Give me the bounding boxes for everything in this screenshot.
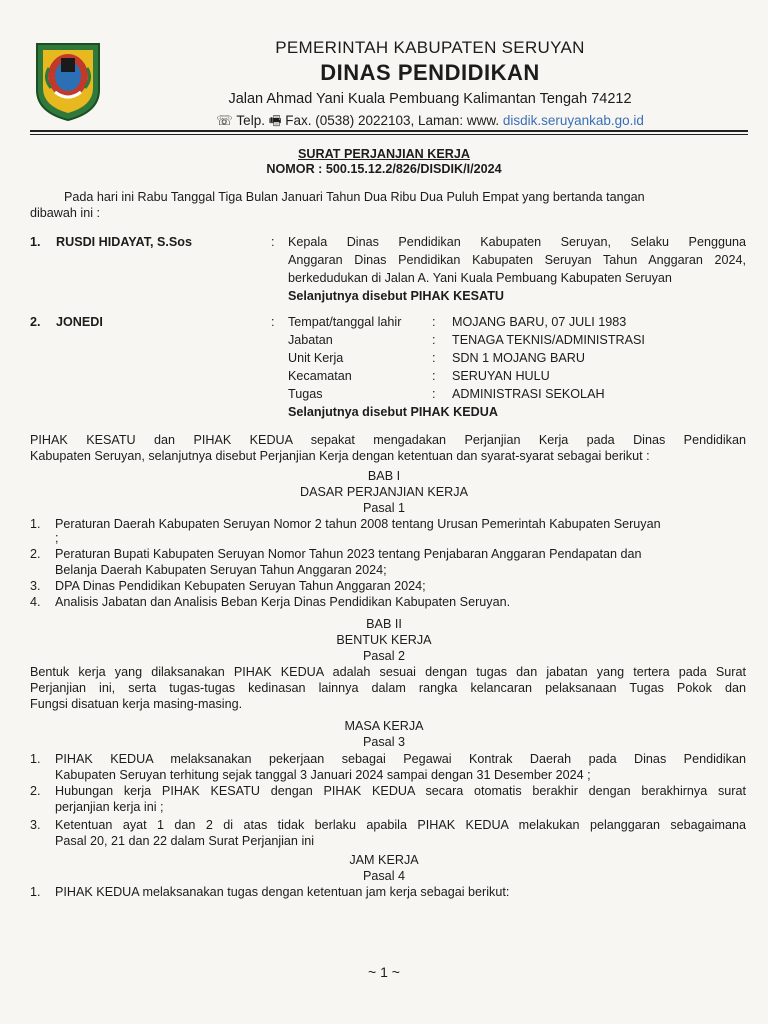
header-government: PEMERINTAH KABUPATEN SERUYAN: [275, 38, 585, 57]
list-item: perjanjian kerja ini ;: [55, 800, 164, 814]
contact-text: ☏ Telp. 🖷 Fax. (0538) 2022103, Laman: www.: [216, 113, 500, 128]
party2-name: JONEDI: [56, 315, 103, 329]
list-item: Analisis Jabatan dan Analisis Beban Kerja Dinas Pendidikan Kabupaten Seruyan.: [55, 595, 511, 609]
field-separator: :: [432, 351, 436, 365]
regency-emblem-icon: [33, 38, 103, 122]
section-heading: JAM KERJA: [349, 853, 419, 867]
paragraph-line: Bentuk kerja yang dilaksanakan PIHAK KEDUA adalah sesuai dengan tugas dan jabatan yang tertera pada Surat: [30, 665, 746, 679]
field-separator: :: [432, 369, 436, 383]
list-number: 2.: [30, 547, 41, 561]
list-number: 1.: [30, 885, 41, 899]
list-number: 3.: [30, 579, 41, 593]
document-title: SURAT PERJANJIAN KERJA: [298, 147, 470, 161]
field-separator: :: [432, 315, 436, 329]
list-item: DPA Dinas Pendidikan Kebupaten Seruyan Tahun Anggaran 2024;: [55, 579, 426, 593]
list-item: Peraturan Bupati Kabupaten Seruyan Nomor Tahun 2023 tentang Penjabaran Anggaran Pendapatan dan: [55, 547, 642, 561]
list-number: 1.: [30, 752, 41, 766]
field-label: Tempat/tanggal lahir: [288, 315, 402, 329]
field-value: TENAGA TEKNIS/ADMINISTRASI: [452, 333, 645, 347]
list-number: 1.: [30, 517, 41, 531]
section-heading: MASA KERJA: [344, 719, 424, 733]
list-number: 4.: [30, 595, 41, 609]
intro-line: Pada hari ini Rabu Tanggal Tiga Bulan Januari Tahun Dua Ribu Dua Puluh Empat yang bertanda tangan: [64, 190, 645, 204]
field-value: SERUYAN HULU: [452, 369, 550, 383]
article-label: Pasal 3: [362, 735, 405, 749]
website-link[interactable]: disdik.seruyankab.go.id: [502, 113, 644, 128]
field-separator: :: [432, 387, 436, 401]
field-label: Unit Kerja: [288, 351, 344, 365]
paragraph-line: Fungsi disatuan kerja masing-masing.: [30, 697, 243, 711]
agreement-line: Kabupaten Seruyan, selanjutnya disebut Perjanjian Kerja dengan ketentuan dan syarat-syarat sebagai berikut :: [30, 449, 650, 463]
list-item: ;: [55, 531, 59, 545]
list-item: PIHAK KEDUA melaksanakan pekerjaan sebagai Pegawai Kontrak Daerah pada Dinas Pendidikan: [55, 752, 746, 766]
list-item: PIHAK KEDUA melaksanakan tugas dengan ketentuan jam kerja sebagai berikut:: [55, 885, 510, 899]
chapter-label: BAB I: [367, 469, 401, 483]
paragraph-line: Perjanjian ini, serta tugas-tugas kedinasan lainnya dalam rangka kelancaran pelaksanaan Tugas Pokok dan: [30, 681, 746, 695]
header-office: DINAS PENDIDIKAN: [320, 60, 540, 85]
party1-description: berkedudukan di Jalan A. Yani Kuala Pembuang Kabupaten Seruyan: [288, 271, 672, 285]
list-item: Kabupaten Seruyan terhitung sejak tanggal 3 Januari 2024 sampai dengan 31 Desember 2024 ;: [55, 768, 591, 782]
party1-alias: Selanjutnya disebut PIHAK KESATU: [288, 289, 504, 303]
party-number: 2.: [30, 315, 41, 329]
field-value: SDN 1 MOJANG BARU: [452, 351, 585, 365]
list-item: Hubungan kerja PIHAK KESATU dengan PIHAK KEDUA secara otomatis berakhir dengan berakhirnya surat: [55, 784, 746, 798]
header-address: Jalan Ahmad Yani Kuala Pembuang Kalimantan Tengah 74212: [228, 91, 632, 107]
document-number: NOMOR : 500.15.12.2/826/DISDIK/I/2024: [266, 162, 502, 176]
field-value: MOJANG BARU, 07 JULI 1983: [452, 315, 627, 329]
page-number: ~ 1 ~: [368, 964, 400, 980]
list-number: 3.: [30, 818, 41, 832]
article-label: Pasal 2: [362, 649, 405, 663]
article-label: Pasal 1: [362, 501, 405, 515]
chapter-label: BAB II: [366, 617, 402, 631]
party-colon: :: [271, 315, 275, 329]
field-label: Tugas: [288, 387, 323, 401]
party1-description: Kepala Dinas Pendidikan Kabupaten Seruyan, Selaku Pengguna: [288, 235, 746, 249]
list-item: Ketentuan ayat 1 dan 2 di atas tidak berlaku apabila PIHAK KEDUA melakukan pelanggaran sebagaimana: [55, 818, 746, 832]
article-label: Pasal 4: [362, 869, 405, 883]
header-rule-thick: [30, 130, 748, 132]
field-value: ADMINISTRASI SEKOLAH: [452, 387, 605, 401]
list-number: 2.: [30, 784, 41, 798]
party2-alias: Selanjutnya disebut PIHAK KEDUA: [288, 405, 498, 419]
intro-line: dibawah ini :: [30, 206, 101, 220]
field-label: Jabatan: [288, 333, 333, 347]
field-label: Kecamatan: [288, 369, 352, 383]
list-item: Pasal 20, 21 dan 22 dalam Surat Perjanjian ini: [55, 834, 315, 848]
chapter-heading: BENTUK KERJA: [336, 633, 432, 647]
agreement-line: PIHAK KESATU dan PIHAK KEDUA sepakat mengadakan Perjanjian Kerja pada Dinas Pendidikan: [30, 433, 746, 447]
field-separator: :: [432, 333, 436, 347]
party1-name: RUSDI HIDAYAT, S.Sos: [56, 235, 193, 249]
party-colon: :: [271, 235, 275, 249]
header-rule-thin: [30, 134, 748, 135]
party-number: 1.: [30, 235, 41, 249]
list-item: Belanja Daerah Kabupaten Seruyan Tahun Anggaran 2024;: [55, 563, 387, 577]
list-item: Peraturan Daerah Kabupaten Seruyan Nomor 2 tahun 2008 tentang Urusan Pemerintah Kabupaten Seruyan: [55, 517, 661, 531]
chapter-heading: DASAR PERJANJIAN KERJA: [300, 485, 468, 499]
party1-description: Anggaran Dinas Pendidikan Kabupaten Seruyan Tahun Anggaran 2024,: [288, 253, 746, 267]
